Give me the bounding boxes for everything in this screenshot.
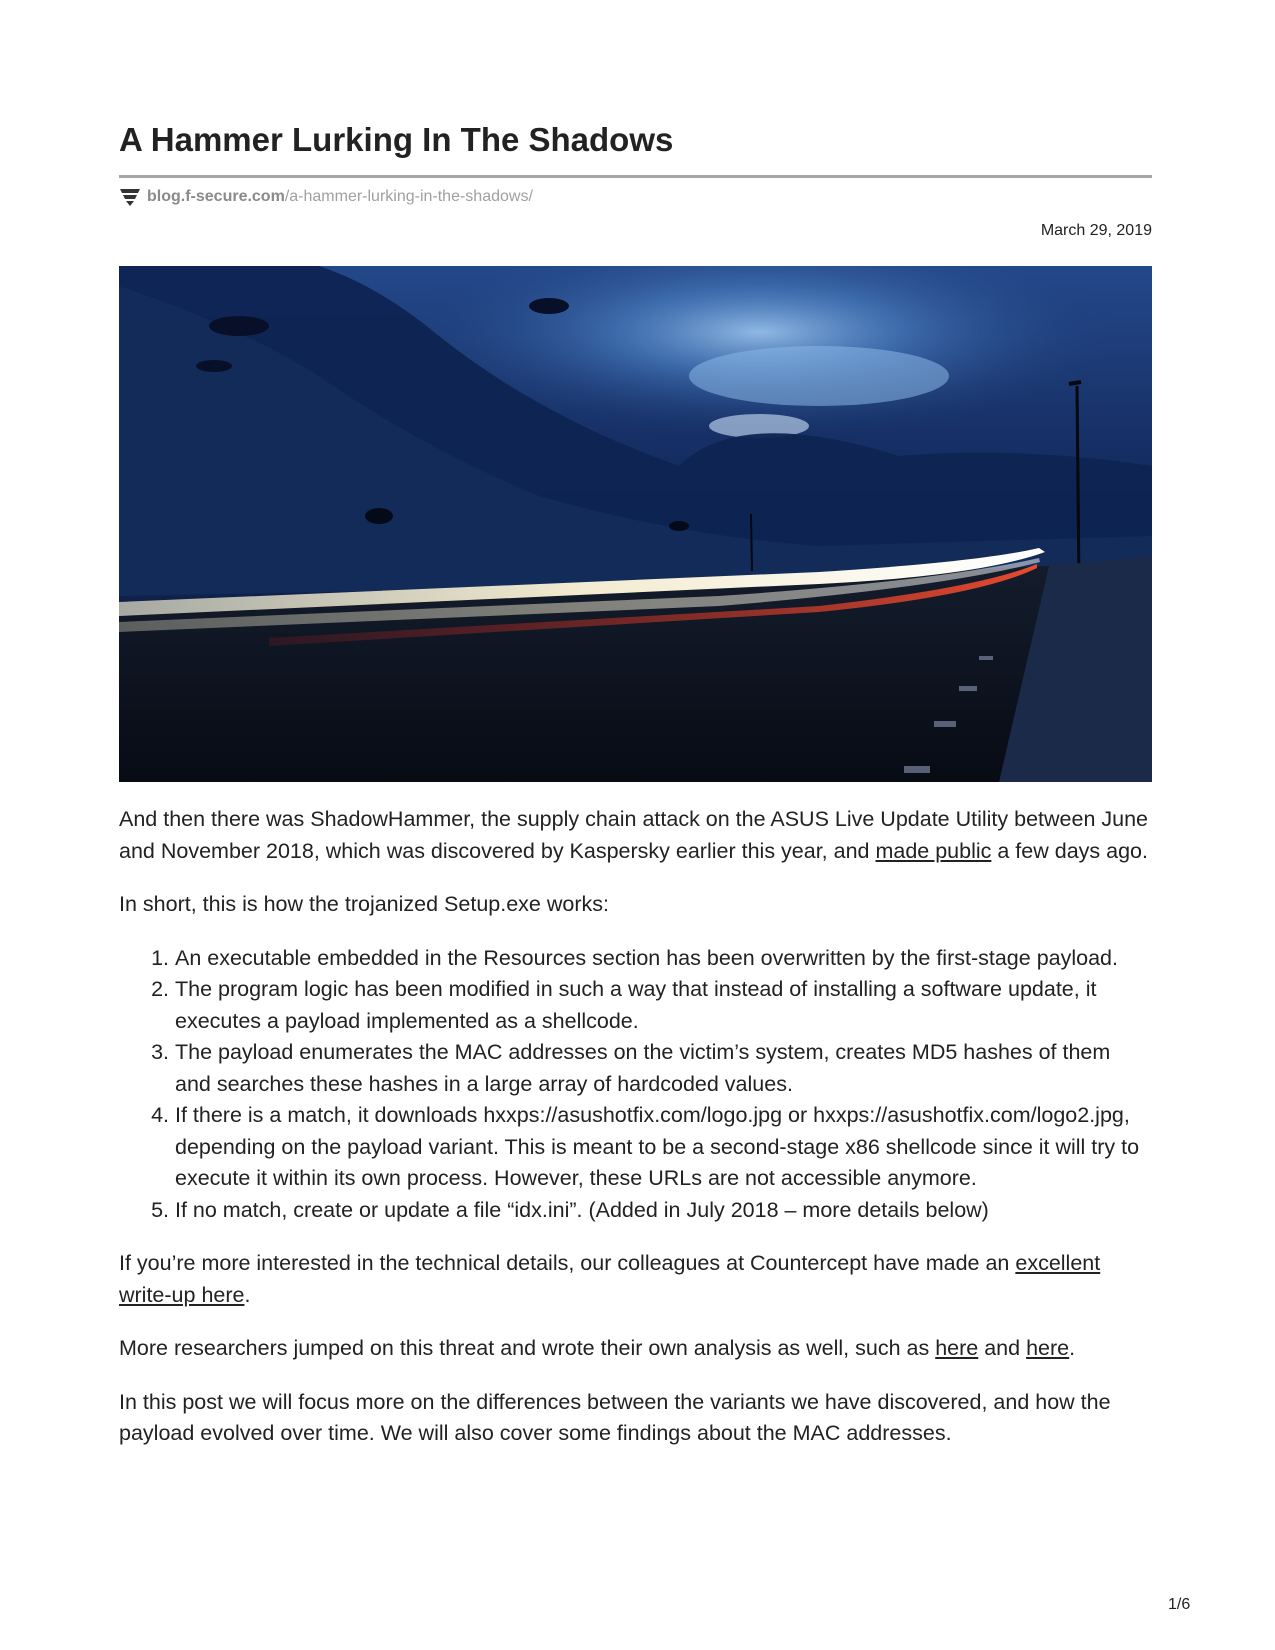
page-number: 1/6 [1168, 1596, 1191, 1613]
focus-paragraph: In this post we will focus more on the differences between the variants we have discovered, and how the payload evolved over time. We will also cover some findings about the MAC addresses. [119, 1389, 1111, 1445]
source-domain: blog.f-secure.com [147, 188, 285, 205]
hero-image [119, 266, 1152, 782]
list-item: 3. The payload enumerates the MAC addresses on the victim’s system, creates MD5 hashes of them and searches these hashes in a large array of hardcoded values. [175, 1037, 1152, 1100]
summary-paragraph: In short, this is how the trojanized Setup.exe works: [119, 892, 609, 916]
here-link-1[interactable]: here [935, 1336, 979, 1360]
made-public-link[interactable]: made public [875, 838, 992, 863]
f-secure-logo-icon [119, 187, 141, 207]
title-divider [119, 175, 1152, 178]
article-date: March 29, 2019 [1040, 222, 1152, 239]
list-item: 4. If there is a match, it downloads hxxps://asushotfix.com/logo.jpg or hxxps://asushotfix.com/logo2.jpg, depending on the payload variant. This is meant to be a second-stage x86 shellcode since it will try to execute it within its own process. However, these URLs are not accessible anymore. [175, 1100, 1152, 1195]
excellent-write-up-link[interactable]: excellent write-up here [119, 1251, 1101, 1307]
list-item: 1. An executable embedded in the Resources section has been overwritten by the first-stage payload. [175, 943, 1152, 975]
article-body [119, 804, 1152, 1472]
list-item: 5. If no match, create or update a file “idx.ini”. (Added in July 2018 – more details below) [175, 1195, 1152, 1227]
article-title: A Hammer Lurking In The Shadows [119, 121, 674, 158]
steps-list [119, 943, 1152, 1227]
source-link[interactable] [119, 186, 533, 208]
researchers-paragraph: More researchers jumped on this threat and wrote their own analysis as well, such as here and here. [119, 1336, 1076, 1360]
source-path: /a-hammer-lurking-in-the-shadows/ [284, 188, 533, 205]
countercept-paragraph: If you’re more interested in the technical details, our colleagues at Countercept have made an excellent write-up here. [119, 1251, 1101, 1307]
here-link-2[interactable]: here [1026, 1336, 1070, 1360]
list-item: 2. The program logic has been modified in such a way that instead of installing a software update, it executes a payload implemented as a shellcode. [175, 974, 1152, 1037]
intro-paragraph: And then there was ShadowHammer, the supply chain attack on the ASUS Live Update Utility between June and November 2018, which was discovered by Kaspersky earlier this year, and made public a few days ago. [119, 807, 1149, 863]
